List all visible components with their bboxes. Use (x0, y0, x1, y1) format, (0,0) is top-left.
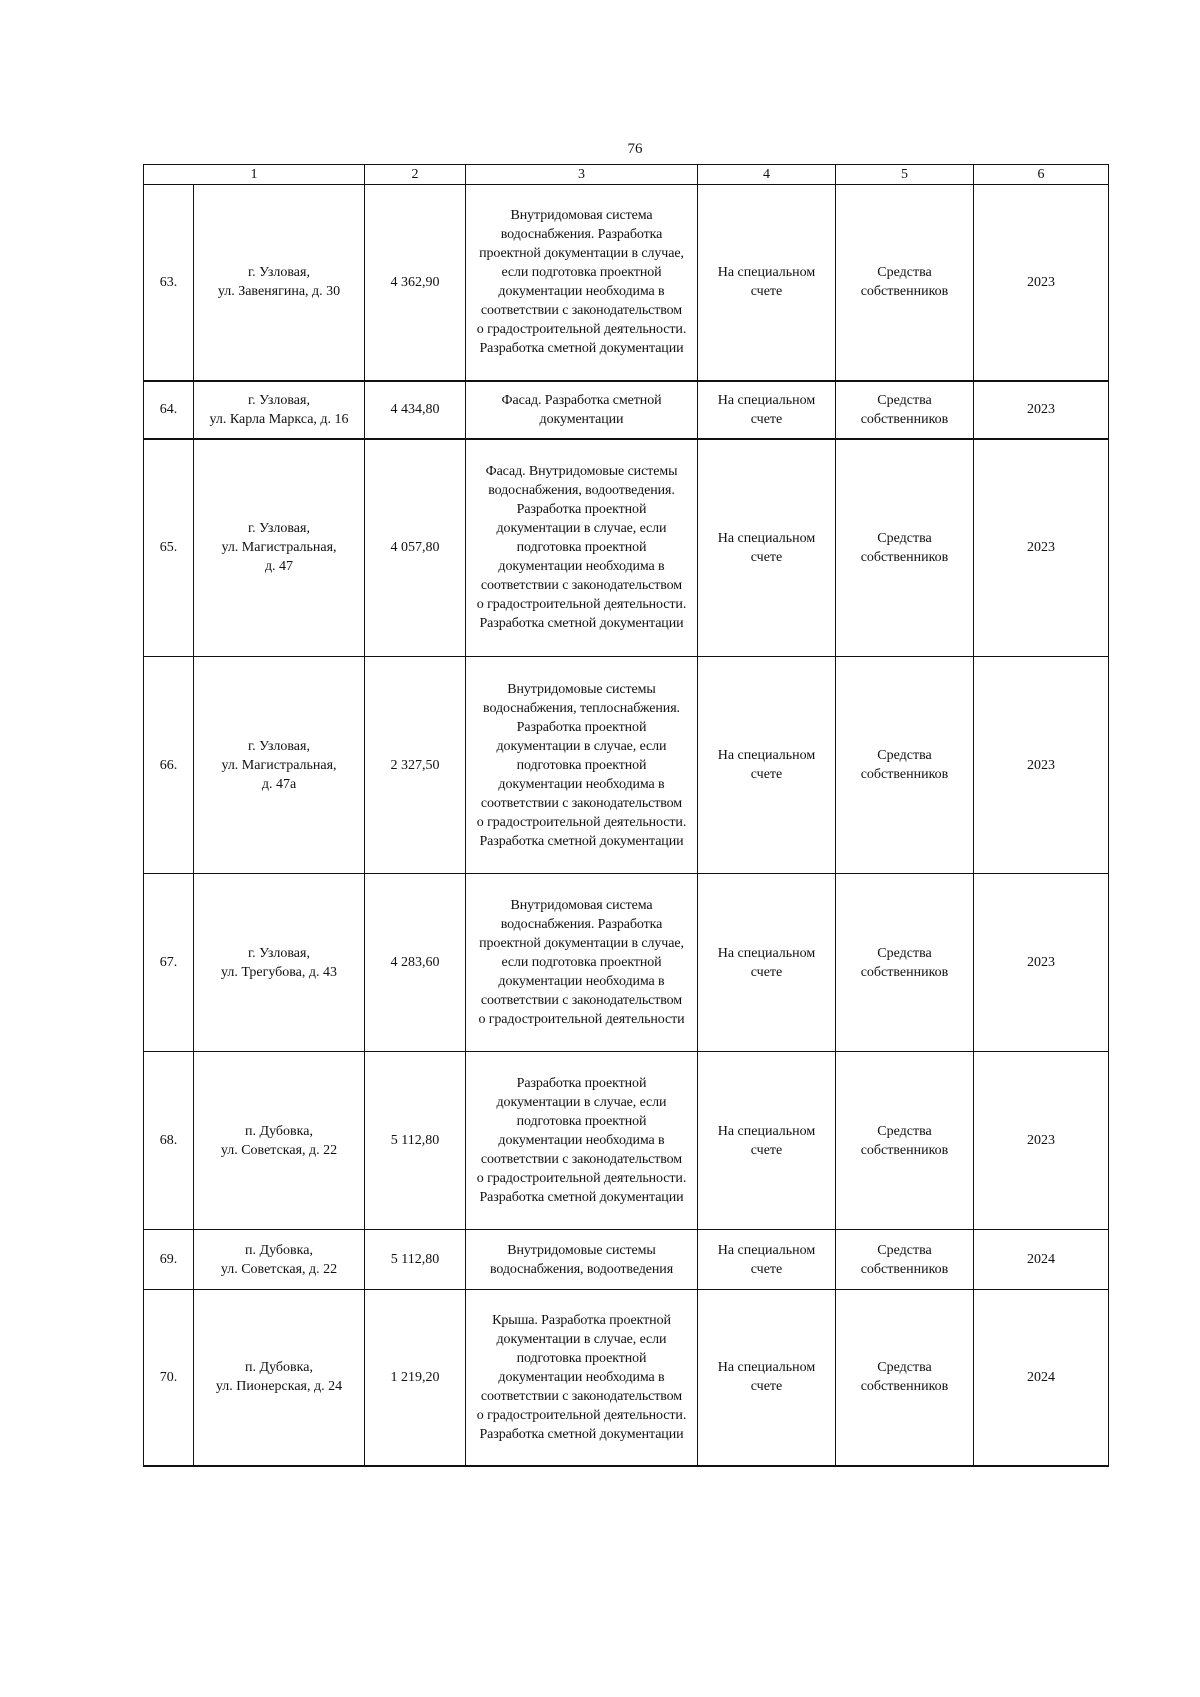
address-line: ул. Карла Маркса, д. 16 (209, 411, 349, 427)
account-line: счете (750, 964, 783, 980)
work-line: соответствии с законодательством (480, 303, 683, 319)
source-line: Средства (877, 1123, 932, 1139)
work-line: Разработка проектной (516, 719, 647, 735)
area-cell: 4 434,80 (365, 381, 466, 439)
header-col-5: 5 (836, 165, 974, 185)
work-line: соответствии с законодательством (480, 1152, 683, 1167)
page-number: 76 (627, 141, 643, 157)
account-cell (698, 1290, 836, 1466)
year-cell: 2023 (974, 185, 1109, 381)
account-line: счете (750, 284, 783, 300)
source-line: собственников (860, 1142, 949, 1158)
work-type-cell (466, 1052, 698, 1230)
work-line: Крыша. Разработка проектной (492, 1312, 671, 1328)
work-line: документации необходима в (498, 284, 665, 300)
year-cell: 2024 (974, 1290, 1109, 1466)
work-line: подготовка проектной (516, 1114, 647, 1129)
account-line: На специальном (717, 530, 816, 546)
row-number-cell: 67. (144, 874, 194, 1052)
account-line: счете (750, 411, 783, 427)
funding-source-cell (836, 381, 974, 439)
work-line: Разработка проектной (516, 1076, 647, 1091)
area-cell: 4 362,90 (365, 185, 466, 381)
work-line: если подготовка проектной (501, 955, 662, 970)
work-line: о градостроительной деятельности. (476, 814, 687, 830)
work-line: о градостроительной деятельности. (476, 597, 687, 613)
work-line: документации необходима в (498, 559, 665, 575)
header-col-2: 2 (365, 165, 466, 185)
source-line: Средства (877, 530, 932, 546)
work-line: документации в случае, если (496, 738, 667, 754)
work-line: Внутридомовая система (510, 208, 653, 224)
work-line: документации (539, 411, 624, 427)
table-row (144, 381, 1109, 439)
account-cell (698, 874, 836, 1052)
address-cell (194, 185, 365, 381)
table-row (144, 185, 1109, 381)
work-line: соответствии с законодательством (480, 578, 683, 594)
work-line: документации в случае, если (496, 521, 667, 537)
account-line: счете (750, 1142, 783, 1158)
work-line: документации необходима в (498, 1369, 665, 1385)
source-line: собственников (860, 1379, 949, 1395)
address-line: д. 47а (261, 776, 297, 792)
work-line: Разработка сметной документации (479, 1426, 684, 1442)
work-line: документации в случае, если (496, 1095, 667, 1110)
account-line: На специальном (717, 1242, 816, 1258)
year-cell: 2023 (974, 381, 1109, 439)
account-line: На специальном (717, 945, 816, 961)
area-cell: 5 112,80 (365, 1230, 466, 1290)
account-line: счете (750, 767, 783, 782)
account-line: счете (750, 549, 783, 565)
row-number-cell: 69. (144, 1230, 194, 1290)
address-line: ул. Советская, д. 22 (220, 1142, 338, 1158)
work-type-cell (466, 381, 698, 439)
work-line: если подготовка проектной (501, 265, 662, 281)
funding-source-cell (836, 185, 974, 381)
address-cell (194, 439, 365, 657)
work-line: Разработка сметной документации (479, 341, 684, 357)
source-line: Средства (877, 945, 932, 961)
address-line: г. Узловая, (248, 945, 310, 961)
work-line: о градостроительной деятельности. (476, 1171, 687, 1186)
account-cell (698, 1230, 836, 1290)
header-col-3: 3 (466, 165, 698, 185)
header-col-6: 6 (974, 165, 1109, 185)
work-type-cell (466, 657, 698, 874)
funding-source-cell (836, 1052, 974, 1230)
work-line: Разработка сметной документации (479, 833, 684, 849)
address-line: г. Узловая, (248, 521, 310, 537)
work-line: подготовка проектной (516, 540, 647, 556)
funding-source-cell (836, 439, 974, 657)
work-line: Разработка сметной документации (479, 1190, 684, 1205)
address-cell (194, 1290, 365, 1466)
funding-source-cell (836, 1230, 974, 1290)
source-line: Средства (877, 1360, 932, 1376)
address-line: ул. Советская, д. 22 (220, 1261, 338, 1277)
account-line: На специальном (717, 748, 816, 763)
funding-source-cell (836, 1290, 974, 1466)
table-row (144, 1230, 1109, 1290)
account-line: На специальном (717, 1123, 816, 1139)
table-row (144, 1290, 1109, 1466)
work-line: Внутридомовые системы (507, 681, 656, 697)
source-line: Средства (877, 392, 932, 408)
work-line: проектной документации в случае, (479, 246, 684, 262)
work-line: документации необходима в (498, 974, 665, 989)
address-cell (194, 657, 365, 874)
work-line: проектной документации в случае, (479, 936, 684, 951)
funding-source-cell (836, 874, 974, 1052)
repair-program-table (143, 164, 1109, 1467)
table-row (144, 1052, 1109, 1230)
area-cell: 2 327,50 (365, 657, 466, 874)
row-number-cell: 64. (144, 381, 194, 439)
address-line: п. Дубовка, (245, 1242, 313, 1258)
row-number-cell: 70. (144, 1290, 194, 1466)
source-line: собственников (860, 767, 949, 782)
work-line: водоснабжения, теплоснабжения. (483, 700, 680, 716)
address-line: г. Узловая, (248, 265, 310, 281)
work-line: Разработка сметной документации (479, 616, 684, 632)
source-line: собственников (860, 549, 949, 565)
work-line: документации необходима в (498, 1133, 665, 1148)
work-line: подготовка проектной (516, 757, 647, 773)
address-cell (194, 1052, 365, 1230)
work-type-cell (466, 185, 698, 381)
account-cell (698, 381, 836, 439)
account-line: счете (750, 1261, 783, 1277)
address-line: ул. Магистральная, (221, 540, 337, 556)
row-number-cell: 63. (144, 185, 194, 381)
table-row (144, 439, 1109, 657)
work-line: водоснабжения. Разработка (500, 227, 663, 243)
source-line: собственников (860, 964, 949, 980)
table-row (144, 874, 1109, 1052)
work-line: документации в случае, если (496, 1331, 667, 1347)
work-line: водоснабжения, водоотведения (489, 1261, 674, 1277)
year-cell: 2024 (974, 1230, 1109, 1290)
address-line: ул. Трегубова, д. 43 (220, 964, 338, 980)
header-col-4: 4 (698, 165, 836, 185)
account-cell (698, 439, 836, 657)
work-line: соответствии с законодательством (480, 795, 683, 811)
row-number-cell: 65. (144, 439, 194, 657)
account-cell (698, 185, 836, 381)
area-cell: 4 283,60 (365, 874, 466, 1052)
work-line: документации необходима в (498, 776, 665, 792)
source-line: собственников (860, 411, 949, 427)
address-line: ул. Завенягина, д. 30 (217, 284, 341, 300)
address-cell (194, 381, 365, 439)
header-col-1: 1 (144, 165, 365, 185)
account-line: На специальном (717, 1360, 816, 1376)
address-line: ул. Магистральная, (221, 757, 337, 773)
work-line: Фасад. Разработка сметной (501, 392, 662, 408)
account-cell (698, 1052, 836, 1230)
work-line: подготовка проектной (516, 1350, 647, 1366)
source-line: Средства (877, 748, 932, 763)
work-type-cell (466, 1230, 698, 1290)
account-line: счете (750, 1379, 783, 1395)
source-line: собственников (860, 1261, 949, 1277)
table-row (144, 657, 1109, 874)
work-line: водоснабжения. Разработка (500, 917, 663, 932)
work-line: соответствии с законодательством (480, 1388, 683, 1404)
address-cell (194, 1230, 365, 1290)
work-line: водоснабжения, водоотведения. (488, 483, 675, 499)
source-line: собственников (860, 284, 949, 300)
funding-source-cell (836, 657, 974, 874)
year-cell: 2023 (974, 439, 1109, 657)
address-cell (194, 874, 365, 1052)
work-line: Фасад. Внутридомовые системы (485, 464, 678, 480)
account-line: На специальном (717, 265, 816, 281)
work-type-cell (466, 874, 698, 1052)
address-line: п. Дубовка, (245, 1360, 313, 1376)
account-line: На специальном (717, 392, 816, 408)
work-line: Внутридомовая система (510, 898, 653, 913)
work-type-cell (466, 1290, 698, 1466)
address-line: г. Узловая, (248, 392, 310, 408)
address-line: ул. Пионерская, д. 24 (215, 1379, 343, 1395)
address-line: г. Узловая, (248, 738, 310, 754)
work-line: о градостроительной деятельности (478, 1012, 685, 1027)
year-cell: 2023 (974, 1052, 1109, 1230)
source-line: Средства (877, 1242, 932, 1258)
address-line: п. Дубовка, (245, 1123, 313, 1139)
row-number-cell: 68. (144, 1052, 194, 1230)
area-cell: 4 057,80 (365, 439, 466, 657)
table-body (144, 185, 1109, 1466)
work-line: Внутридомовые системы (507, 1242, 656, 1258)
work-type-cell (466, 439, 698, 657)
work-line: о градостроительной деятельности. (476, 1407, 687, 1423)
work-line: о градостроительной деятельности. (476, 322, 687, 338)
area-cell: 1 219,20 (365, 1290, 466, 1466)
area-cell: 5 112,80 (365, 1052, 466, 1230)
year-cell: 2023 (974, 874, 1109, 1052)
header-row (144, 165, 1109, 185)
work-line: соответствии с законодательством (480, 993, 683, 1008)
year-cell: 2023 (974, 657, 1109, 874)
source-line: Средства (877, 265, 932, 281)
work-line: Разработка проектной (516, 502, 647, 518)
row-number-cell: 66. (144, 657, 194, 874)
account-cell (698, 657, 836, 874)
address-line: д. 47 (264, 559, 294, 575)
